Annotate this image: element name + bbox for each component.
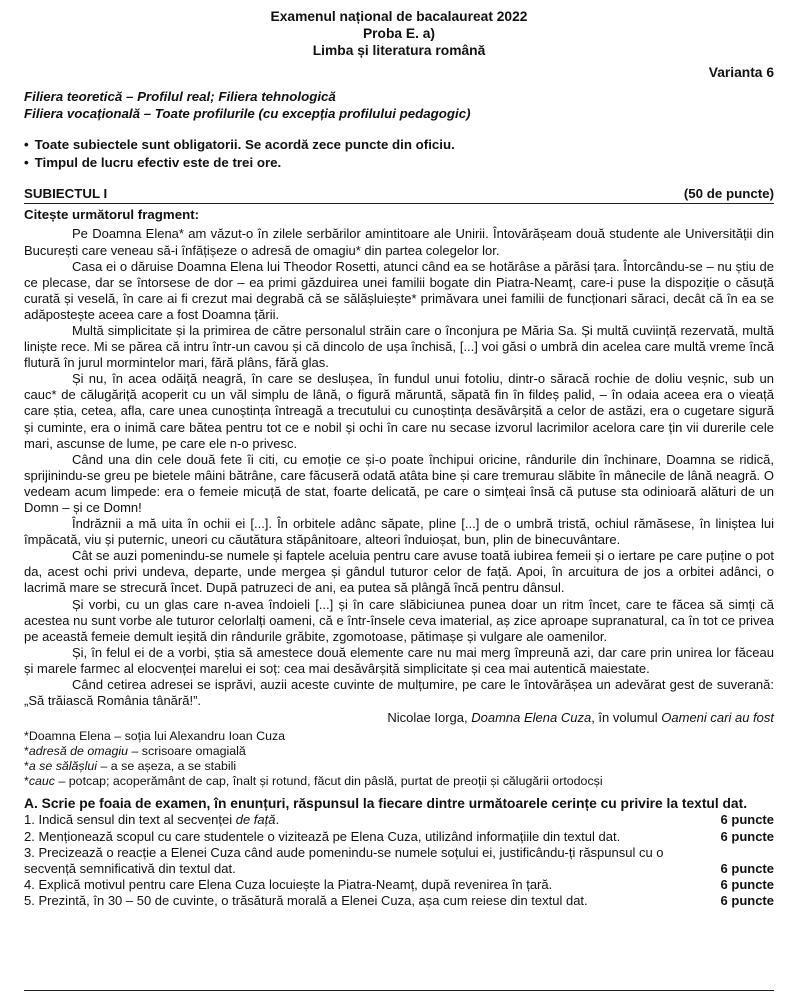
note-term: cauc [28, 774, 56, 789]
note-term: a se sălășlui [28, 759, 98, 774]
task-text-main: 1. Indică sensul din text al secvenței [24, 812, 236, 828]
task-item [24, 845, 774, 877]
footer-divider [24, 990, 774, 991]
section-points: (50 de puncte) [683, 186, 774, 201]
fragment-paragraph: Cât se auzi pomenindu-se numele și faptele aceluia pentru care avuse toată iubirea femeii și o iertare pe care puține o pot da, acest ochi privi undeva, departe, unde mergea și gândul tuturor celor de față. Apoi, în arcuitura de jos a orbitei adânci, o lacrimă mare se strecură încet. După patruzeci de ani, ea putea să plângă încă pentru dânsul. [24, 548, 774, 596]
task-heading: A. Scrie pe foaia de examen, în enunțuri, răspunsul la fiecare dintre următoarele cerințe cu privire la textul dat. [24, 796, 748, 812]
task-item [24, 812, 774, 828]
variant-label: Varianta 6 [708, 65, 774, 80]
note-text: – soția lui Alexandru Ioan Cuza [110, 729, 286, 744]
task-text: 3. Precizează o reacție a Elenei Cuza când aude pomenindu-se numele soțului ei, justificându-ți răspunsul cu o secvență semnificativă din textul dat. [24, 844, 664, 877]
exam-title: Examenul național de bacalaureat 2022 [270, 9, 528, 24]
task-points: 6 puncte [720, 861, 774, 877]
task-text: 2. Menționează scopul cu care studentele o vizitează pe Elena Cuza, utilizând informațiile din textul dat. [24, 828, 621, 844]
note-term: adresă de omagiu [28, 744, 129, 759]
filiera-line: Filiera teoretică – Profilul real; Filiera tehnologică [24, 89, 336, 104]
text-fragment [24, 226, 774, 709]
task-text-emphasis: de față [235, 812, 276, 828]
task-points: 6 puncte [720, 893, 774, 909]
fragment-paragraph: Casa ei o dăruise Doamna Elena lui Theodor Rosetti, atunci când ea se hotărâse a părăsi țara. Întorcându-se – nu știu de ce plecase, dar se întorsese de dor – ea primi găzduirea unei familii bogate din Piatra-Neamț, care-i puse la dispoziție o căsuță curată și veselă, în care ai fi crezut mai degrabă că se sălășluiește* primăvara unei familii de funcționari săraci, decât că în ea se adăpostește aceea care a fost Doamna țării. [24, 258, 774, 322]
task-points: 6 puncte [720, 812, 774, 828]
filiera-line: Filiera vocațională – Toate profilurile (cu excepția profilului pedagogic) [24, 105, 471, 121]
exam-header [24, 8, 774, 59]
rule-item: • Timpul de lucru efectiv este de trei ore. [24, 154, 774, 172]
glossary-note: *cauc – potcap; acoperământ de cap, înalt și rotund, făcut din pâslă, purtat de preoții și călugării ortodocși [24, 774, 603, 789]
task-text: 5. Prezintă, în 30 – 50 de cuvinte, o trăsătură morală a Elenei Cuza, așa cum reiese din textul dat. [24, 893, 588, 909]
fragment-paragraph: Și, în felul ei de a vorbi, știa să amestece două elemente care nu mai merg împreună azi, dar care prin unirea lor făceau și marele farmec al elocvenței marelui ei soț: cea mai desăvârșită simplicitate și cea mai autentică maiestate. [24, 644, 774, 676]
task-item [24, 829, 774, 845]
attribution-title: Doamna Elena Cuza [471, 710, 592, 726]
task-list [24, 812, 774, 909]
fragment-paragraph: Când cetirea adresei se isprăvi, auzii aceste cuvinte de mulțumire, pe care le întovărășea un adevărat gest de suverană: „Să trăiască România tânără!”. [24, 677, 774, 709]
section-intro: Citește următorul fragment: [24, 207, 200, 223]
glossary-note: *Doamna Elena – soția lui Alexandru Ioan Cuza [24, 729, 286, 744]
glossary-note: *adresă de omagiu – scrisoare omagială [24, 744, 246, 759]
task-text: 4. Explică motivul pentru care Elena Cuza locuiește la Piatra-Neamț, după revenirea în țară. [24, 877, 553, 893]
section-title: SUBIECTUL I [24, 186, 108, 201]
task-item [24, 877, 774, 893]
note-text: – a se așeza, a se stabili [97, 759, 237, 774]
exam-proba: Proba E. a) [362, 26, 436, 41]
fragment-paragraph: Pe Doamna Elena* am văzut-o în zilele serbărilor amintitoare ale Unirii. Întovărășeam două studente ale Universității din București care veneau să-i înfățișeze o adresă de omagiu* din partea colegelor lor. [24, 226, 774, 258]
fragment-paragraph: Îndrăznii a mă uita în ochii ei [...]. În orbitele adânc săpate, pline [...] de o umbră tristă, ochiul rămăsese, în liniștea lui împăcată, viu și puternic, uneori cu căutătura stăpânitoare, alteori înduioșat, bun, plin de binecuvântare. [24, 516, 774, 548]
task-points: 6 puncte [720, 877, 774, 893]
task-points: 6 puncte [720, 828, 774, 844]
attribution-middle: , în volumul [591, 710, 662, 726]
attribution-volume: Oameni cari au fost [661, 710, 774, 726]
section-header [24, 186, 774, 204]
exam-subject: Limba și literatura română [312, 43, 486, 58]
glossary-note: *a se sălășlui – a se așeza, a se stabili [24, 759, 237, 774]
rule-item: • Toate subiectele sunt obligatorii. Se acordă zece puncte din oficiu. [24, 136, 774, 154]
fragment-paragraph: Multă simplicitate și la primirea de către personalul străin care o înconjura pe Măria Sa. Și multă cuviință rezervată, multă liniște rece. Mi se părea că intru într-un cavou și că dincolo de ușa închisă, [...] voi găsi o umbră din acelea care multă vreme încă flutură în jurul mormintelor mari, fără plâns, fără glas. [24, 322, 774, 371]
note-term: Doamna Elena [28, 729, 111, 744]
fragment-paragraph: Și nu, în acea odăiță neagră, în care se deslușea, în fundul unui fotoliu, dintr-o săracă rochie de doliu veșnic, sub un cauc* de călugăriță acoperit cu un văl simplu de lână, o figură măruntă, săpată fin în fildeș palid, – în odaia aceea era o vieață care știa, cetea, afla, care unea cunoștința întreagă a trecutului cu cunoștința desăvârșită a celor de astăzi, era o cugetare sigură și cuminte, era o inimă care bătea pentru tot ce e nobil și ochi în care nu secase izvorul lacrimilor acelora care țin vii durerile cele mari, ascunse de lume, pe care ele n-o privesc. [24, 371, 774, 451]
fragment-paragraph: Și vorbi, cu un glas care n-avea îndoieli [...] și în care slăbiciunea punea doar un ritm încet, care te făcea să simți că acestea nu sunt vorbe ale tuturor celorlalți oameni, că e într-însele ceva imaterial, aș zice aproape supranatural, ca în tot ce privea pe această femeie demult ieșită din rândurile grăbite, zgomotoase, pătimașe și vulgare ale oamenilor. [24, 596, 774, 644]
glossary-notes [24, 729, 774, 789]
task-text [24, 812, 721, 828]
task-item [24, 893, 774, 909]
note-text: – potcap; acoperământ de cap, înalt și rotund, făcut din pâslă, purtat de preoții și călugării ortodocși [55, 774, 603, 789]
fragment-paragraph: Când una din cele două fete îi citi, cu emoție ce și-o poate închipui oricine, rândurile din închinare, Doamna se ridică, sprijinindu-se greu pe bietele mâini bătrâne, care făcuseră odată atâta bine și care tremurau slăbite în mânecile de lână neagră. O vedeam acum limpede: era o femeie micuță de stat, foarte delicată, pe care o simțeai însă că putuse sta odinioară alături de un Domn – și ce Domn! [24, 451, 774, 515]
note-text: – scrisoare omagială [128, 744, 246, 759]
task-text-end: . [275, 812, 280, 828]
filiere-block [24, 89, 774, 122]
rules-list [24, 136, 774, 172]
source-attribution [24, 710, 774, 726]
attribution-author: Nicolae Iorga, [387, 710, 472, 726]
